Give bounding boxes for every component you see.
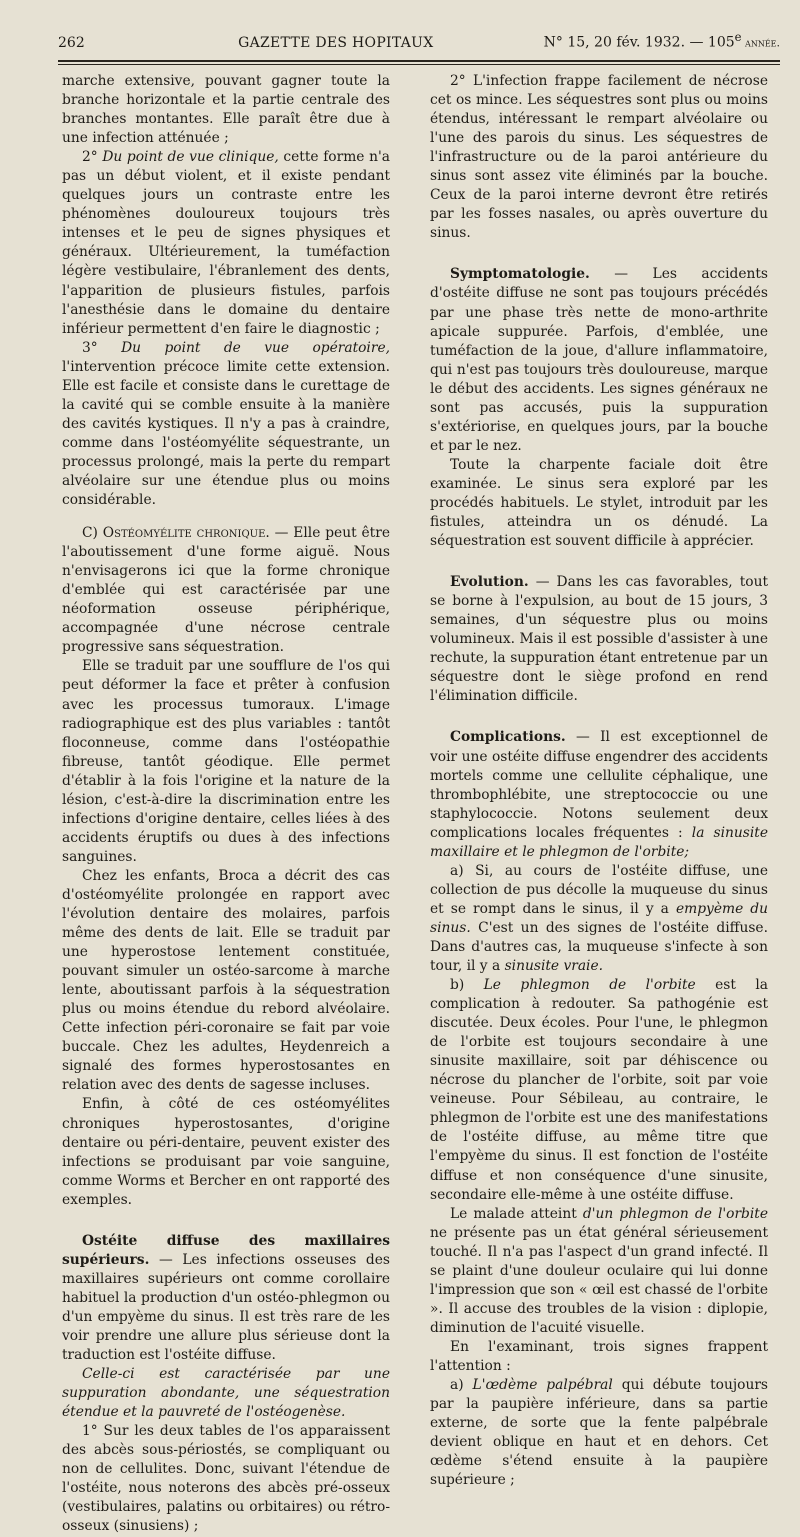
emphasis: sinusite vraie. [504,958,604,975]
paragraph-text: a) [450,1377,473,1394]
emphasis: d'un phlegmon de l'orbite [582,1205,769,1222]
paragraph [430,976,768,1205]
spacer [62,1210,390,1232]
paragraph [62,1232,390,1365]
paragraph [62,148,390,338]
paragraph [430,1205,768,1338]
paragraph: 2° L'infection frappe facilement de nécrose cet os mince. Les séquestres sont plus ou moins étendus, intéressant le rempart alvéolaire ou l'une des parois du sinus. Les séquestres de l'infrastructure ou de la paroi antérieure du sinus sont assez vite éliminés par la bouche. Ceux de la paroi interne devront être retirés par les fosses nasales, ou après ouverture du sinus. [430,73,768,242]
issue-info [544,30,780,51]
paragraph-text: b) [450,977,484,994]
emphasis: empyème du sinus. [430,900,769,936]
section-heading: Evolution. [450,574,529,591]
left-column [62,72,390,1537]
section-heading: C) Ostéomyélite chronique. [82,525,270,542]
paragraph-text: — Les accidents d'ostéite diffuse ne sont pas toujours précédés par une phase très nette de mono-arthrite apicale suppurée. Parfois, d'emblée, une tuméfaction de la joue, d'allure inflammatoire, qui n'est pas toujours très douloureuse, marque le début des accidents. Les signes généraux ne sont pas accusés, puis la suppuration s'extériorise, en quelques jours, par la bouche et par le nez. [430,266,768,454]
subheading: Du point de vue clinique, [102,149,279,166]
paragraph [430,573,768,706]
paragraph-text: est la complication à redouter. Sa pathogénie est discutée. Deux écoles. Pour l'une, le phlegmon de l'orbite est toujours secondaire à une sinusite maxillaire, soit par déhiscence ou nécrose du plancher de l'orbite, soit par voie veineuse. Pour Sébileau, au contraire, le phlegmon de l'orbite est une des manifestations de l'ostéite diffuse, au même titre que l'empyème du sinus. Il est fonction de l'ostéite diffuse et non conséquence d'une sinusite, secondaire elle-même à une ostéite diffuse. [430,977,768,1203]
list-number: 3° [82,339,98,356]
section-heading: Complications. [450,729,566,746]
paragraph [62,524,390,657]
paragraph [430,1376,768,1490]
page-number: 262 [58,34,85,51]
list-number: 2° [82,149,98,166]
emphasis: la sinusite maxillaire et le phlegmon de l'orbite; [430,824,768,860]
paragraph-text: — Les infections osseuses des maxillaires supérieurs ont comme corollaire habituel la production d'un ostéo-phlegmon ou d'un empyème du sinus. Il est très rare de les voir prendre une allure plus sérieuse dont la traduction est l'ostéite diffuse. [62,1251,390,1364]
paragraph-text: qui débute toujours par la paupière inférieure, dans sa partie externe, de sorte que la fente palpébrale devient oblique en haut et en dehors. Cet œdème s'étend ensuite à la paupière supérieure ; [430,1377,769,1489]
paragraph [62,339,390,510]
paragraph: Enfin, à côté de ces ostéomyélites chroniques hyperostosantes, d'origine dentaire ou péri-dentaire, peuvent exister des infections se produisant par voie sanguine, comme Worms et Bercher en ont rapporté des exemples. [62,1096,390,1208]
paragraph: En l'examinant, trois signes frappent l'attention : [430,1338,768,1374]
spacer [62,510,390,524]
spacer [430,243,768,265]
paragraph-text: l'intervention précoce limite cette extension. Elle est facile et consiste dans le curettage de la cavité qui se comble ensuite à la manière des cavités kystiques. Il n'y a pas à craindre, comme dans l'ostéomyélite séquestrante, un processus prolongé, mais la perte du rempart alvéolaire sur une étendue plus ou moins considérable. [62,358,390,509]
paragraph: Celle-ci est caractérisée par une suppuration abondante, une séquestration étendue et la pauvreté de l'ostéogenèse. [62,1366,390,1421]
paragraph-text: — Dans les cas favorables, tout se borne à l'expulsion, au bout de 15 jours, 3 semaines, d'un séquestre plus ou moins volumineux. Mais il est possible d'assister à une rechute, la suppuration étant entretenue par un séquestre dont le siège profond en rend l'élimination difficile. [430,574,768,705]
paragraph-text: — Il est exceptionnel de voir une ostéite diffuse engendrer des accidents mortels comme une cellulite céphalique, une thrombophlébite, une streptococcie ou une staphylococcie. Notons seulement deux complications locales fréquentes : [430,729,768,841]
header-rule-thin [58,64,780,65]
emphasis: Le phlegmon de l'orbite [483,977,696,994]
spacer [430,551,768,573]
paragraph [430,265,768,455]
header-rule-thick [58,60,780,62]
paragraph: 1° Sur les deux tables de l'os apparaissent des abcès sous-périostés, se compliquant ou non de cellulites. Donc, suivant l'étendue de l'ostéite, nous noterons des abcès pré-osseux (vestibulaires, palatins ou orbitaires) ou rétro-osseux (sinusiens) ; [62,1423,390,1535]
section-heading: Symptomatologie. [450,266,590,283]
paragraph-text: — Elle peut être l'aboutissement d'une forme aiguë. Nous n'envisagerons ici que la forme chronique d'emblée qui est caractérisée par une néoformation osseuse périphérique, accompagnée d'une nécrose centrale progressive sans séquestration. [62,525,390,656]
paragraph [430,862,768,976]
paragraph-text: Le malade atteint [450,1205,583,1222]
issue-suffix: année. [741,36,780,50]
paragraph-text: cette forme n'a pas un début violent, et il existe pendant quelques jours un contraste entre les phénomènes douloureux toujours très intenses et le peu de signes physiques et généraux. Ultérieurement, la tuméfaction légère vestibulaire, l'ébranlement des dents, l'apparition de plusieurs fistules, parfois l'anesthésie dans le domaine du dentaire inférieur permettent d'en faire le diagnostic ; [62,149,390,337]
paragraph-text: ne présente pas un état général sérieusement touché. Il n'a pas l'aspect d'un grand infecté. Il se plaint d'une douleur oculaire qui lui donne l'impression que son « œil est chassé de l'orbite ». Il accuse des troubles de la vision : diplopie, diminution de l'acuité visuelle. [430,1224,768,1336]
subheading: Du point de vue opératoire, [121,339,390,356]
paragraph [430,728,768,861]
paragraph: Elle se traduit par une soufflure de l'os qui peut déformer la face et prêter à confusion avec les processus tumoraux. L'image radiographique est des plus variables : tantôt floconneuse, comme dans l'ostéopathie fibreuse, tantôt géodique. Elle permet d'établir à la fois l'origine et la nature de la lésion, c'est-à-dire la discrimination entre les infections d'origine dentaire, celles liées à des accidents éruptifs ou dues à des infections sanguines. [62,658,390,865]
paragraph-text: a) Si, au cours de l'ostéite diffuse, une collection de pus décolle la muqueuse du sinus et se rompt dans le sinus, il y a [430,862,768,917]
paragraph: Chez les enfants, Broca a décrit des cas d'ostéomyélite prolongée en rapport avec l'évolution dentaire des molaires, parfois même des dents de lait. Elle se traduit par une hyperostose lentement constituée, pouvant simuler un ostéo-sarcome à marche lente, aboutissant parfois à la séquestration plus ou moins étendue du rebord alvéolaire. Cette infection péri-coronaire se fait par voie buccale. Chez les adultes, Heydenreich a signalé des formes hyperostosantes en relation avec des dents de sagesse incluses. [62,867,390,1094]
spacer [430,706,768,728]
emphasis: L'œdème palpébral [472,1377,613,1394]
paragraph-text: C'est un des signes de l'ostéite diffuse. Dans d'autres cas, la muqueuse s'infecte à son tour, il y a [430,919,768,975]
journal-title: GAZETTE DES HOPITAUX [238,34,434,51]
paragraph: marche extensive, pouvant gagner toute la branche horizontale et la partie centrale des branches montantes. Elle paraît être due à une infection atténuée ; [62,73,390,147]
running-header [58,30,780,52]
issue-sup: e [734,30,742,44]
issue-text: N° 15, 20 fév. 1932. — 105 [543,34,735,51]
right-column [430,72,768,1490]
section-heading: Ostéite diffuse des maxillaires supérieurs. [62,1232,390,1268]
paragraph: Toute la charpente faciale doit être examinée. Le sinus sera exploré par les procédés habituels. Le stylet, introduit par les fistules, atteindra un os dénudé. La séquestration est souvent difficile à apprécier. [430,456,768,550]
